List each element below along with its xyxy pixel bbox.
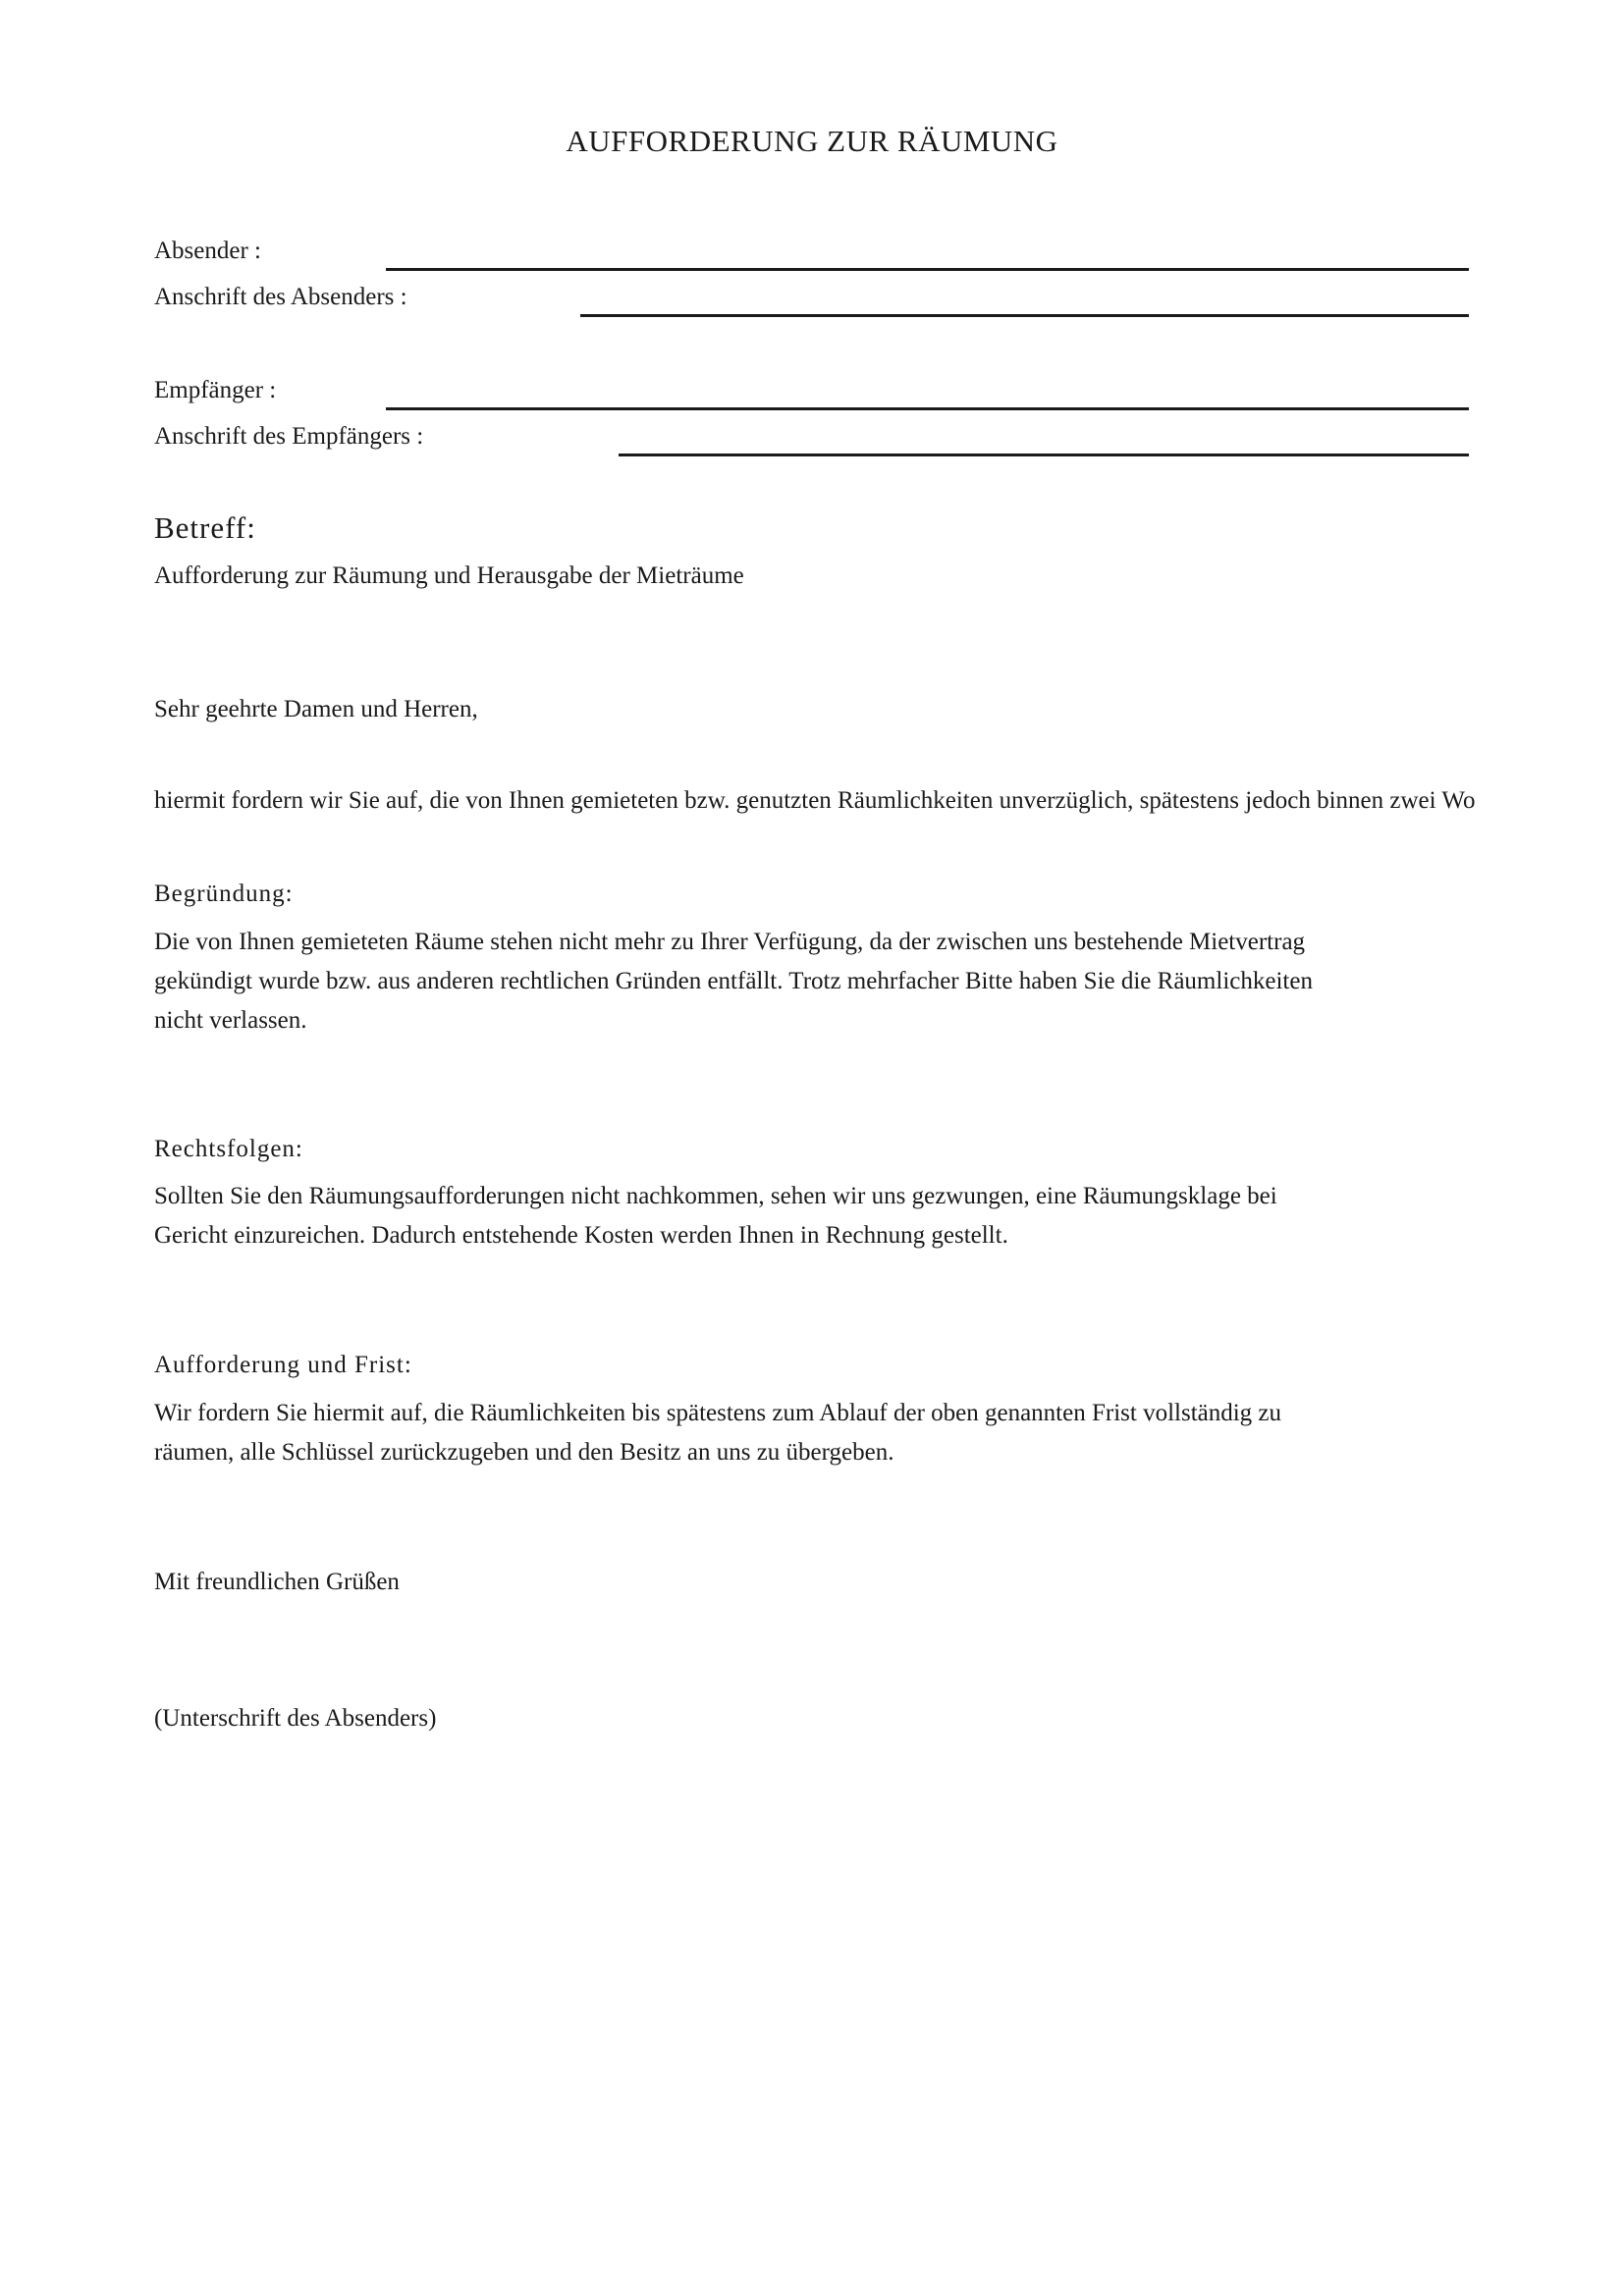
- reason-paragraph: [154, 923, 1470, 1041]
- salutation: Sehr geehrte Damen und Herren,: [154, 696, 478, 722]
- demand-line: Wir fordern Sie hiermit auf, die Räumlichkeiten bis spätestens zum Ablauf der oben genannten Frist vollständig zu: [154, 1400, 1282, 1426]
- demand-heading: Aufforderung und Frist:: [154, 1352, 412, 1378]
- sender-label: Absender :: [154, 238, 261, 264]
- document-title: AUFFORDERUNG ZUR RÄUMUNG: [566, 124, 1058, 158]
- intro-text: hiermit fordern wir Sie auf, die von Ihnen gemieteten bzw. genutzten Räumlichkeiten unverzüglich, spätestens jedoch binnen zwei Wo: [154, 787, 1476, 814]
- reason-line: nicht verlassen.: [154, 1007, 307, 1034]
- sender-line: [386, 268, 1469, 271]
- demand-line: räumen, alle Schlüssel zurückzugeben und den Besitz an uns zu übergeben.: [154, 1439, 894, 1466]
- reason-line: Die von Ihnen gemieteten Räume stehen nicht mehr zu Ihrer Verfügung, da der zwischen uns bestehende Mietvertrag: [154, 929, 1306, 955]
- sender-address-line: [580, 314, 1469, 317]
- consequences-line: Gericht einzureichen. Dadurch entstehende Kosten werden Ihnen in Rechnung gestellt.: [154, 1222, 1008, 1249]
- recipient-label: Empfänger :: [154, 377, 277, 403]
- recipient-address-label: Anschrift des Empfängers :: [154, 423, 424, 450]
- recipient-line: [386, 407, 1469, 410]
- consequences-line: Sollten Sie den Räumungsaufforderungen nicht nachkommen, sehen wir uns gezwungen, eine Räumungsklage bei: [154, 1183, 1277, 1209]
- closing: Mit freundlichen Grüßen: [154, 1569, 400, 1595]
- signature-placeholder: (Unterschrift des Absenders): [154, 1705, 437, 1732]
- recipient-address-line: [619, 454, 1469, 456]
- consequences-heading: Rechtsfolgen:: [154, 1136, 303, 1162]
- reason-heading: Begründung:: [154, 881, 294, 907]
- consequences-paragraph: [154, 1177, 1470, 1255]
- subject-text: Aufforderung zur Räumung und Herausgabe der Mieträume: [154, 562, 744, 589]
- subject-heading: Betreff:: [154, 510, 256, 545]
- reason-line: gekündigt wurde bzw. aus anderen rechtlichen Gründen entfällt. Trotz mehrfacher Bitte haben Sie die Räumlichkeiten: [154, 968, 1313, 994]
- demand-paragraph: [154, 1394, 1470, 1472]
- sender-address-label: Anschrift des Absenders :: [154, 284, 407, 310]
